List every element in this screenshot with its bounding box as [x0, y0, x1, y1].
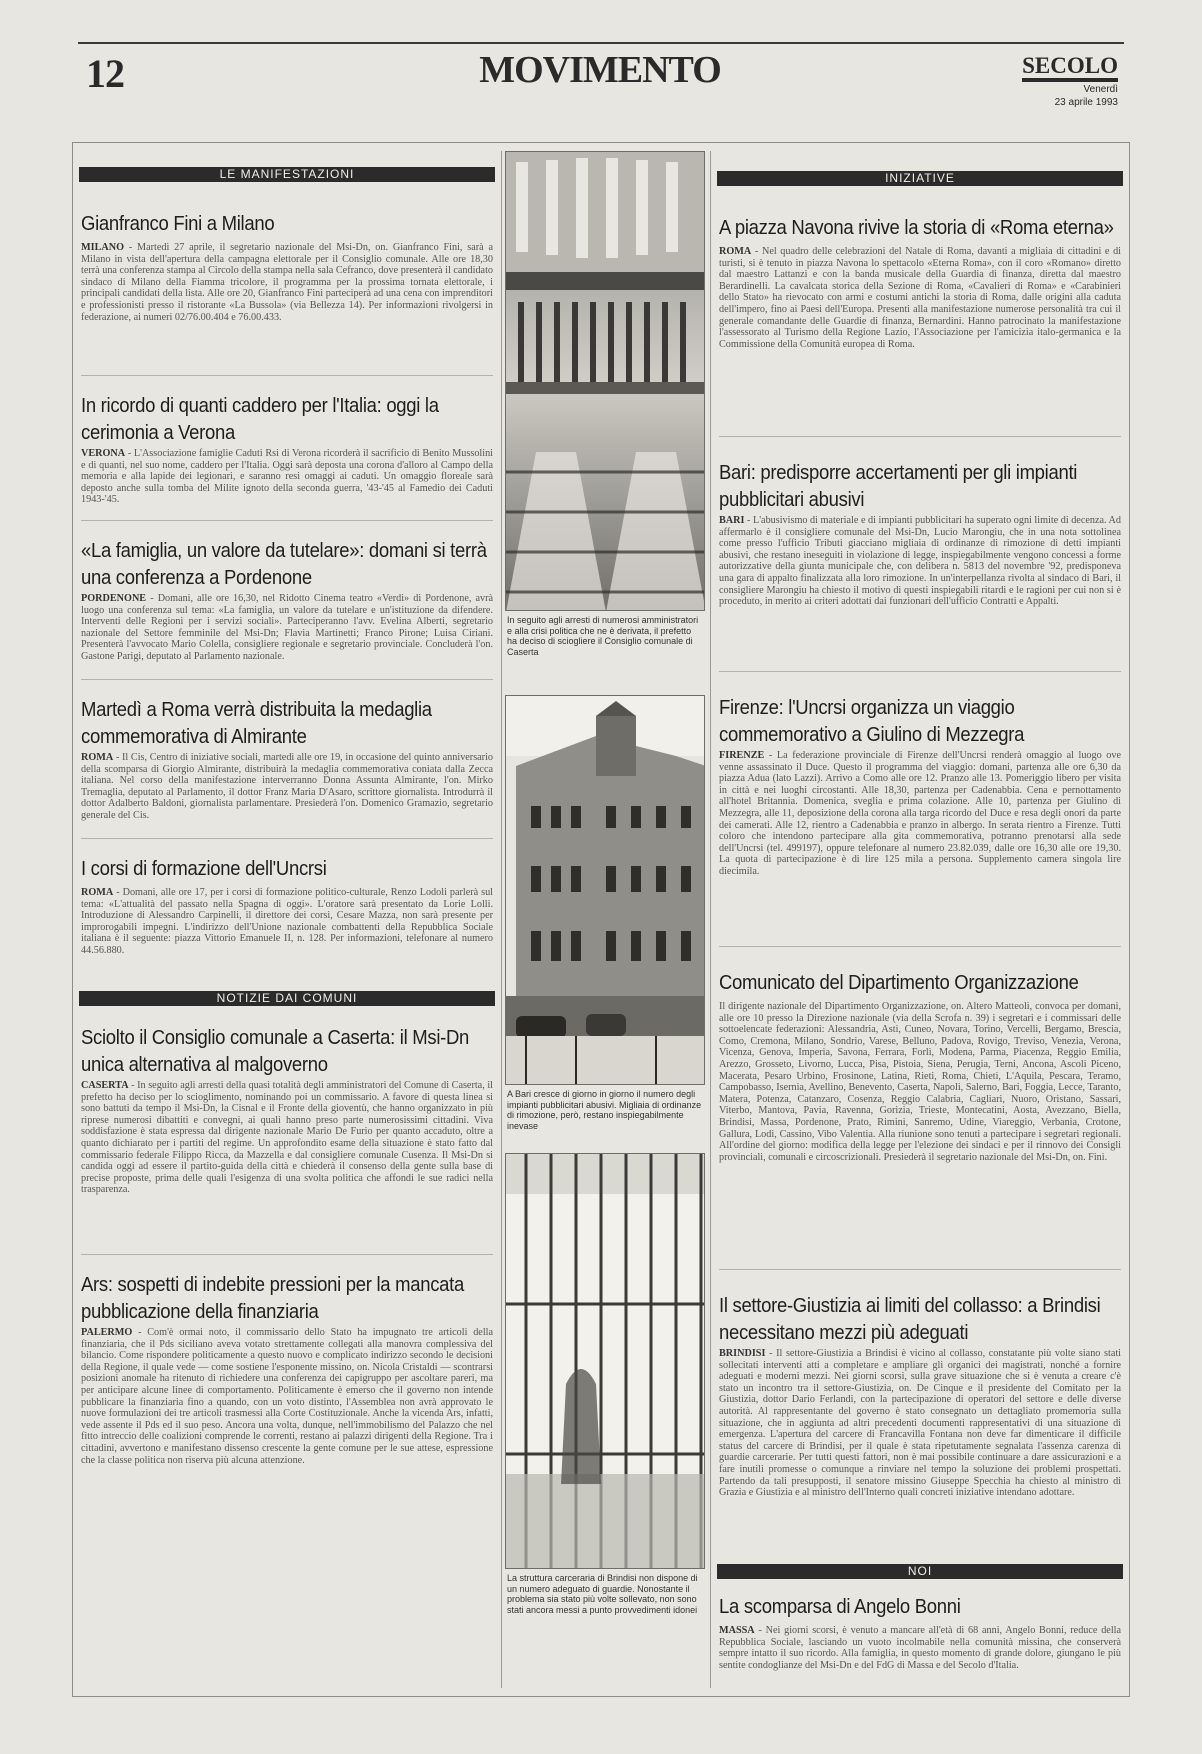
- article-piazza-navona: [715, 214, 1125, 436]
- article-pordenone: [77, 537, 497, 679]
- section-title: MOVIMENTO: [479, 49, 721, 91]
- article-ars-palermo: [77, 1271, 497, 1533]
- article-body: ROMA - Domani, alle ore 17, per i corsi di formazione politico-culturale, Renzo Lodoli parlerà sul tema: «L'attualità del passato nella Spagna di oggi». L'oratore sarà presentato da Lorie Lolli. Introduzione di Alessandro Carpinelli, il direttore dei corsi, Cesare Mazza, non sarà presente per improrogabili impegni. L'indirizzo dell'Unione nazionale combattenti della Repubblica Sociale italiana è il seguente: piazza Vittorio Emanuele II, n. 128. Per informazioni, telefonare al numero 44.56.880.: [81, 887, 493, 956]
- masthead-date: 23 aprile 1993: [1054, 97, 1118, 108]
- article-title: Martedì a Roma verrà distribuita la medaglia commemorativa di Almirante: [81, 697, 432, 748]
- article-separator: [719, 946, 1121, 947]
- article-body: PALERMO - Com'è ormai noto, il commissario dello Stato ha impugnato tre articoli della finanziaria, che il Pds siciliano aveva votato strettamente collegati alla manovra complessiva del bilancio. Come rispondere politicamente a questo nuovo e complicato indirizzo secondo le decisioni della Regione, il quale vede — come sostiene l'esponente missino, on. Nicola Cristaldi — scontrarsi posizioni anomale ha ritenuto di richiedere una conferenza dei capigruppo per ascoltare pareri, ma per anticipare alcune linee di comportamento. Politicamente è emerso che il governo non intende pubblicare la finanziaria fino a quando, con un voto distinto, l'Assemblea non avrà approvato le nuove formulazioni dei tre articoli trasmessi alla Corte Costituzionale. Anche la vicenda Ars, infatti, vede assente il Pds ed il suo peso. Ancora una volta, dunque, nell'immobilismo del Palazzo che nel fitto intreccio delle coalizioni comprende le correnti, restano ai palazzi dirigenti della Regione. Tra i cittadini, avvertono e manifestano dissenso crescente la gente comune per le sue attese, espressione che la classe politica non riserva più alcuna attenzione.: [81, 1327, 493, 1466]
- article-caserta: [77, 1024, 497, 1254]
- article-title: Il settore-Giustizia ai limiti del collasso: a Brindisi necessitano mezzi più adeguati: [719, 1293, 1101, 1344]
- right-column: [715, 143, 1125, 1696]
- section-banner-manifestazioni: LE MANIFESTAZIONI: [79, 167, 495, 182]
- section-banner-iniziative: INIZIATIVE: [717, 171, 1123, 186]
- article-body: BRINDISI - Il settore-Giustizia a Brindisi è vicino al collasso, constatante più volte siano stati sollecitati interventi atti a completare e ampliare gli organici dei magistrati, nonché a fornire adeguati e moderni mezzi. Nei giorni scorsi, sulla grave situazione che si è venuta a creare c'è stato un incontro tra il settore-Giustizia, on. De Cinque e il presidente del Comitato per la Giustizia, dottor Dario Ferlandi, con la partecipazione di operatori del settore e delle diverse autorità. Al rappresentante del governo è stato consegnato un dettagliato promemoria sulla situazione, che in aggiunta ad altri precedenti documenti rappresentativi di una situazione di emergenza. L'apertura del carcere di Francavilla Fontana non deve far dimenticare il difficile status del carcere di Brindisi, per il quale è stata ripetutamente segnalata l'assenza carenza di guardie carcerarie. Per tutti questi fattori, non è mai possibile continuare a dare assicurazioni e a fare inutili promesse o comunque a rinviare nel tempo la soluzione dei problemi prospettati. Partendo da tali presupposti, il senatore missino Giuseppe Specchia ha chiesto al ministro di Grazia e Giustizia e al ministro dell'Interno quali concreti iniziative intendano adottare.: [719, 1348, 1121, 1499]
- page-frame: [72, 142, 1130, 1697]
- section-banner-comuni: NOTIZIE DAI COMUNI: [79, 991, 495, 1006]
- section-banner-noi: NOI: [717, 1564, 1123, 1579]
- photo-brindisi-prison: [505, 1153, 705, 1569]
- masthead: [998, 54, 1118, 108]
- article-separator: [81, 520, 493, 521]
- page-number: 12: [86, 51, 124, 96]
- article-title: Comunicato del Dipartimento Organizzazione: [719, 970, 1079, 994]
- column-rule: [501, 151, 502, 1688]
- article-body: CASERTA - In seguito agli arresti della quasi totalità degli amministratori del Comune di Caserta, il prefetto ha deciso per lo scioglimento, nominando poi un commissario. A favore di questa linea si sono battuti da tempo il Msi-Dn, la Cisnal e il Fronte della gioventù, che hanno organizzato in più riprese numerosi dibattiti e convegni, ai quali hanno preso parte numerosissimi cittadini. Viva soddisfazione è stata espressa dal dirigente nazionale Mario De Furio per quanto accaduto, oltre a quanto dichiarato per i partiti del regime. Un approfondito esame della situazione è stato fatto dal commissario federale Filippo Ricca, da Mazzella e dal consigliere comunale Cusenza. Il Msi-Dn si candida oggi ad essere il partito-guida della città e chiederà il consenso della gente sulla base di precise proposte, prima delle quali l'esigenza di una svolta politica che affondi le sue radici nella trasparenza.: [81, 1080, 493, 1196]
- article-bari: [715, 459, 1125, 671]
- article-brindisi-giustizia: [715, 1292, 1125, 1554]
- photo-caption: La struttura carceraria di Brindisi non dispone di un numero adeguato di guardie. Nonostante il problema sia stato più volte sollevato, non sono stati ancora messi a punto provvedimenti idonei: [507, 1573, 698, 1615]
- article-angelo-bonni: [715, 1593, 1125, 1696]
- article-title: I corsi di formazione dell'Uncrsi: [81, 856, 327, 880]
- article-separator: [81, 679, 493, 680]
- photo-caption: A Bari cresce di giorno in giorno il numero degli impianti pubblicitari abusivi. Migliaia di ordinanze di rimozione, però, restano inspiegabilmente inevase: [507, 1089, 702, 1131]
- article-title: In ricordo di quanti caddero per l'Italia: oggi la cerimonia a Verona: [81, 393, 439, 444]
- article-separator: [81, 838, 493, 839]
- article-title: Sciolto il Consiglio comunale a Caserta: il Msi-Dn unica alternativa al malgoverno: [81, 1025, 470, 1076]
- article-uncrsi-corsi: [77, 855, 497, 981]
- masthead-logo: SECOLO: [1022, 54, 1118, 82]
- article-fini-milano: [77, 210, 497, 375]
- article-dipartimento-organizzazione: [715, 969, 1125, 1269]
- article-body: FIRENZE - La federazione provinciale di Firenze dell'Uncrsi renderà omaggio al luogo ove venne assassinato il Duce. Questo il programma del viaggio: domani, partenza alle ore 6,30 da piazza Adua (lato Lazzi). Arrivo a Como alle ore 12. Pranzo alle 13. Pomeriggio libero per visita in città e nei luoghi circostanti. Alle 18,30, partenza per Cadenabbia. Cena e pernottamento all'hotel Britannia. Domenica, sveglia e prima colazione. Alle 10, partenza per Giulino di Mezzegra, alle 11, deposizione della corona alla targa ricordo del Duce e resa degli onori da parte dei camerati. Alle 12, rientro a Cadenabbia e pranzo in albergo. In serata rientro a Firenze. Tutti coloro che intendono partecipare alla gita commemorativa, potranno prenotarsi alla sede dell'Uncrsi (tel. 499197), oppure telefonare al numero 23.82.039, dalle ore 16,30 alle ore 19,30. La quota di partecipazione è di lire 125 mila a persona. Supplemento camera singola lire diecimila.: [719, 750, 1122, 877]
- photo-bari-building: [505, 695, 705, 1085]
- article-separator: [719, 436, 1121, 437]
- column-rule: [710, 151, 711, 1688]
- photo-caserta-palace: [505, 151, 705, 611]
- article-title: Gianfranco Fini a Milano: [81, 211, 275, 235]
- photo-caserta-image: [506, 152, 705, 611]
- article-body: PORDENONE - Domani, alle ore 16,30, nel Ridotto Cinema teatro «Verdi» di Pordenone, avrà luogo una conferenza sul tema: «La famiglia, un valore da tutelare e un'istituzione da difendere. Interventi delle Regioni per i servizi sociali». Parteciperanno l'avv. Evelina Alberti, segretario nazionale del Settore femminile del Msi-Dn; Flavia Martinetti; Franco Pirone; Luisa Ciriani. Presenterà l'avvocato Mario Colella, consigliere regionale e segretario provinciale. Concluderà l'on. Gastone Parigi, deputato al Parlamento nazionale.: [81, 593, 494, 662]
- article-body: MILANO - Martedì 27 aprile, il segretario nazionale del Msi-Dn, on. Gianfranco Fini, sarà a Milano in vista dell'apertura della campagna elettorale per il Consiglio comunale. Alle ore 18,30 terrà una conferenza stampa al Circolo della stampa nella sala Cefranco, dove presenterà il candidato sindaco di Milano della Fiamma tricolore, il programma per la prossima tornata elettorale, i principali candidati della lista. Alle ore 20, Gianfranco Fini parteciperà ad una cena con imprenditori e professionisti presso il ristorante «La Bussola» (via Bellezza 14). Per informazioni rivolgersi in federazione, ai numeri 02/76.00.404 e 76.00.433.: [81, 242, 494, 323]
- photo-caption: In seguito agli arresti di numerosi amministratori e alla crisi politica che ne è derivata, il prefetto ha deciso di sciogliere il Consiglio comunale di Caserta: [507, 615, 699, 657]
- article-title: Ars: sospetti di indebite pressioni per la mancata pubblicazione della finanziaria: [81, 1272, 464, 1323]
- article-separator: [719, 1269, 1121, 1270]
- article-separator: [81, 1254, 493, 1255]
- article-body: MASSA - Nei giorni scorsi, è venuto a mancare all'età di 68 anni, Angelo Bonni, reduce della Repubblica Sociale, lasciando un vuoto incolmabile nella comunità missina, che conserverà sempre intatto il suo ricordo. Alla famiglia, in questo momento di grande dolore, giungano le più sentite condoglianze del Msi-Dn e del FdG di Massa e del Secolo d'Italia.: [719, 1625, 1122, 1671]
- photo-brindisi-image: [506, 1154, 705, 1569]
- article-title: «La famiglia, un valore da tutelare»: domani si terrà una conferenza a Pordenone: [81, 538, 487, 589]
- article-body: VERONA - L'Associazione famiglie Caduti Rsi di Verona ricorderà il sacrificio di Benito Mussolini e di quanti, nel suo nome, caddero per l'Italia. Oggi sarà deposta una corona d'alloro al Campo della memoria e alla lapide dei legionari, e saranno resi omaggi ai caduti. Un omaggio floreale sarà deposto anche sulla tomba del Milite ignoto della seconda guerra, '43-'45 al Famedio dei Caduti 1943-'45.: [81, 448, 494, 506]
- left-column: [77, 143, 497, 1696]
- article-title: A piazza Navona rivive la storia di «Roma eterna»: [719, 215, 1114, 239]
- article-body: ROMA - Nel quadro delle celebrazioni del Natale di Roma, davanti a migliaia di cittadini e di turisti, si è tenuto in piazza Navona lo spettacolo «Eterna Roma», con il coro «Romano» diretto dal maestro Lattanzi e con la banda musicale della Guardia di finanza, diretta dal maestro Berardinelli. La cavalcata storica della Sezione di Roma, «Cavalieri di Roma» e «Carabinieri dello Stato» ha rievocato con armi e costumi antichi la storia di Roma, dalle origini alla caduta dell'impero, fino ai Paesi dell'Europa. Presenti alla manifestazione numerose personalità tra cui il generale comandante delle Guardie di finanza, Bernardini. Hanno patrocinato la manifestazione l'assessorato al Turismo della Regione Lazio, l'Associazione per l'amicizia italo-germanica e la Commissione della Comunità europea di Roma.: [719, 246, 1122, 350]
- article-verona: [77, 392, 497, 520]
- photo-bari-image: [506, 696, 705, 1085]
- article-title: La scomparsa di Angelo Bonni: [719, 1594, 961, 1618]
- article-body: ROMA - Il Cis, Centro di iniziative sociali, martedì alle ore 19, in occasione del quinto anniversario della scomparsa di Giorgio Almirante, distribuirà la medaglia commemorativa coniata dalla Zecca italiana. Nel corso della manifestazione interverranno Donna Assunta Almirante, l'on. Mirko Tremaglia, deputato al Parlamento, il dottor Franz Maria D'Asaro, scrittore giornalista. Introdurrà il dottor Adalberto Baldoni, giornalista parlamentare. Presiederà l'on. Domenico Gramazio, segretario generale del Cis.: [81, 752, 494, 821]
- header-rule: [78, 42, 1124, 44]
- article-body: BARI - L'abusivismo di materiale e di impianti pubblicitari ha superato ogni limite di decenza. Ad affermarlo è il consigliere comunale del Msi-Dn, Lucio Marongiu, che in una nota sottolinea come presso l'ufficio Tributi giacciano migliaia di ordinanze di rimozione di detti impianti abusivi, che restano ineseguiti in violazione di legge, inspiegabilmente vengono concessi a forme autorizzative della giunta municipale che, con delibera n. 5813 del novembre '92, predisponeva una gara di appalto finalizzata alla loro rimozione. In un'interpellanza rivolta al sindaco di Bari, il consigliere Marongiu ha chiesto il motivo di questi inspiegabili ritardi e le ragioni per cui non si è proceduto, in merito ai criteri adottati dai funzionari dell'ufficio Contratti e Appalti.: [719, 515, 1121, 608]
- masthead-day: Venerdì: [1083, 84, 1118, 95]
- article-almirante: [77, 696, 497, 838]
- article-title: Bari: predisporre accertamenti per gli impianti pubblicitari abusivi: [719, 460, 1078, 511]
- middle-column: [505, 143, 705, 1696]
- article-separator: [81, 375, 493, 376]
- article-firenze: [715, 694, 1125, 946]
- article-separator: [719, 671, 1121, 672]
- article-title: Firenze: l'Uncrsi organizza un viaggio commemorativo a Giulino di Mezzegra: [719, 695, 1025, 746]
- article-body: Il dirigente nazionale del Dipartimento Organizzazione, on. Altero Matteoli, convoca per domani, alle ore 10 presso la Direzione nazionale (via della Scrofa n. 39) i segretari e i commissari delle sottoelencate federazioni: Alessandria, Asti, Cuneo, Novara, Torino, Vercelli, Bergamo, Brescia, Como, Cremona, Milano, Sondrio, Varese, Belluno, Padova, Rovigo, Treviso, Venezia, Verona, Vicenza, Genova, Imperia, Savona, Ferrara, Forlì, Modena, Parma, Piacenza, Reggio Emilia, Arezzo, Grosseto, Livorno, Lucca, Pisa, Pistoia, Siena, Perugia, Terni, Ancona, Ascoli Piceno, Macerata, Pesaro Urbino, Frosinone, Latina, Rieti, Roma, Chieti, L'Aquila, Pescara, Teramo, Campobasso, Isernia, Avellino, Benevento, Caserta, Napoli, Salerno, Bari, Foggia, Lecce, Taranto, Matera, Potenza, Catanzaro, Cosenza, Reggio Calabria, Cagliari, Nuoro, Oristano, Sassari, Viterbo, Mantova, Pavia, Ravenna, Gorizia, Trieste, Montecatini, Aosta, Avezzano, Biella, Brindisi, Massa, Pordenone, Prato, Rimini, Sanremo, Udine, Viareggio, Verbania, Crotone, Gallura, Lodi, Cassino, Vibo Valentia. Alla riunione sono tenuti a partecipare i segretari regionali. All'ordine del giorno: modifica della legge per l'elezione dei sindaci e per il rinnovo dei Consigli provinciali, comunali e circoscrizionali. Presiederà il segretario nazionale del Msi-Dn, on. Fini.: [719, 1001, 1121, 1163]
